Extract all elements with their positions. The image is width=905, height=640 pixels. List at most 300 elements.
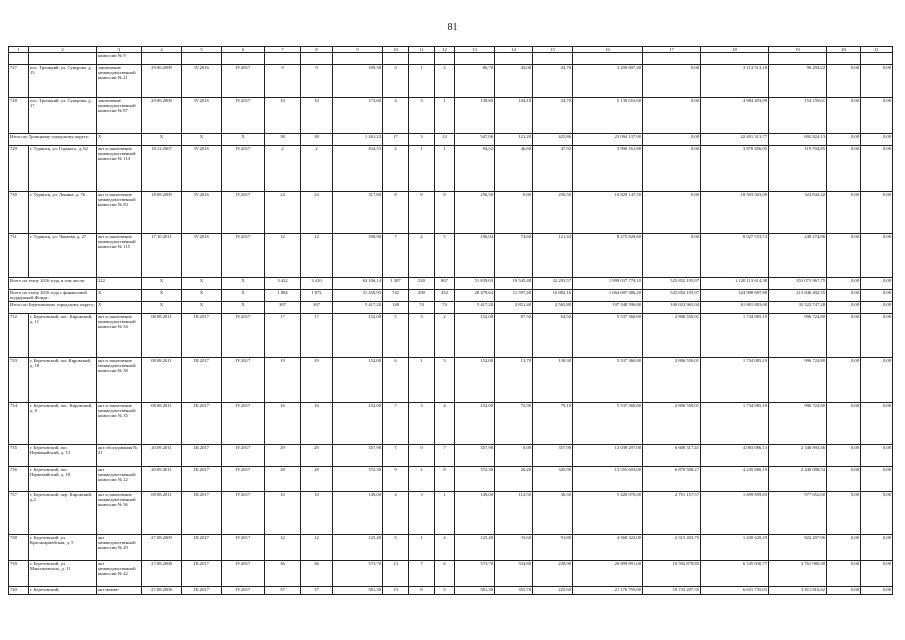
table-cell: 740	[9, 587, 29, 595]
table-cell: 996 724,80	[769, 358, 827, 403]
table-cell: 9	[301, 65, 333, 98]
table-cell: 6	[435, 561, 455, 587]
table-cell: 29	[301, 445, 333, 467]
table-row	[9, 192, 893, 234]
table-cell: IV.2017	[222, 535, 265, 561]
table-cell: 38	[301, 134, 333, 146]
table-cell: 996 724,80	[769, 314, 827, 358]
table-cell: г. Березовский, ул. Максимовских, д. 11	[29, 561, 97, 587]
table-cell: 17	[383, 134, 409, 146]
table-cell: 10	[265, 492, 301, 535]
table-cell: X	[222, 278, 265, 290]
page-number: 81	[447, 22, 458, 33]
table-cell: 109,30	[333, 65, 383, 98]
table-cell: 4	[435, 403, 455, 445]
table-cell: 86,70	[455, 65, 495, 98]
column-number-cell: 1	[9, 47, 29, 53]
table-cell: заключение межведомственной комиссии № 21	[97, 65, 142, 98]
table-cell: 2	[409, 234, 435, 278]
table-row	[9, 492, 893, 535]
table-cell: 1	[435, 146, 455, 192]
table-cell: IV.2017	[222, 192, 265, 234]
table-cell: 17.10.2011	[142, 234, 182, 278]
table-cell: 1 699 859,83	[701, 492, 769, 535]
table-cell: 0,00	[827, 65, 861, 98]
table-cell: 18.12.2007	[142, 146, 182, 192]
table-cell: 5 138 653,60	[573, 98, 643, 134]
table-row	[9, 314, 893, 358]
table-cell: 96 294,22	[769, 65, 827, 98]
table-cell: 28 479,64	[455, 290, 495, 302]
table-cell: 0,00	[827, 234, 861, 278]
table-cell: 735	[9, 445, 29, 467]
table-cell: IV.2017	[222, 314, 265, 358]
table-cell: 732	[9, 314, 29, 358]
table-cell: 1 999 037 778,10	[573, 278, 643, 290]
total-row	[9, 278, 893, 290]
table-cell: 7	[383, 445, 409, 467]
table-cell: 0,00	[861, 445, 893, 467]
table-cell: 324 844,42	[769, 192, 827, 234]
table-cell: 21 176 759,00	[573, 587, 643, 595]
table-cell: 5 417,20	[455, 302, 495, 314]
table-cell: 152,00	[333, 403, 383, 445]
column-number-cell: 3	[97, 47, 142, 53]
table-cell: 17	[301, 314, 333, 358]
table-cell: 19	[265, 358, 301, 403]
table-cell: 87,50	[495, 314, 533, 358]
table-cell: 0,00	[643, 65, 701, 98]
table-cell: 692 824,13	[769, 134, 827, 146]
table-cell: 0,00	[827, 98, 861, 134]
table-cell: 3 811 816,62	[769, 587, 827, 595]
table-cell: 1 734 085,19	[701, 358, 769, 403]
table-cell: X	[182, 302, 222, 314]
table-cell: 35 522 747,28	[769, 302, 827, 314]
table-cell	[769, 53, 827, 65]
table-cell: 317,80	[333, 192, 383, 234]
table-cell: заключение межведомственной комиссии № 87	[97, 98, 142, 134]
table-cell	[222, 53, 265, 65]
table-row	[9, 535, 893, 561]
table-cell: 238,90	[533, 561, 573, 587]
table-cell: 225,60	[533, 587, 573, 595]
table-cell	[455, 53, 495, 65]
table-cell: IV.2017	[222, 587, 265, 595]
table-cell: 0,00	[827, 587, 861, 595]
table-cell: IV.2017	[222, 467, 265, 492]
table-cell: 1	[409, 358, 435, 403]
table-cell: X	[142, 302, 182, 314]
table-cell: X	[97, 302, 142, 314]
table-row	[9, 561, 893, 587]
table-cell: 43,70	[533, 65, 573, 98]
table-cell: 20.09.2011	[142, 467, 182, 492]
table-cell: 256,50	[533, 192, 573, 234]
table-cell: 100 023 965,04	[643, 302, 701, 314]
table-cell: 23 094 137,90	[573, 134, 643, 146]
table-cell: 28	[265, 467, 301, 492]
table-cell: 5 537 360,00	[573, 358, 643, 403]
column-number-cell: 2	[29, 47, 97, 53]
column-number-cell: 14	[495, 47, 533, 53]
table-cell: 1	[409, 65, 435, 98]
table-row	[9, 403, 893, 445]
table-cell: 0,00	[827, 302, 861, 314]
table-cell: 520	[409, 278, 435, 290]
table-cell: 5	[383, 314, 409, 358]
column-number-cell: 17	[643, 47, 701, 53]
register-table	[8, 46, 893, 595]
table-cell: 581,30	[455, 587, 495, 595]
table-cell: IV.2016	[182, 192, 222, 234]
table-cell: X	[182, 278, 222, 290]
table-cell: 1 261,23	[333, 134, 383, 146]
table-cell: 4	[383, 492, 409, 535]
table-cell: 0,00	[827, 146, 861, 192]
table-cell: 74	[409, 302, 435, 314]
table-cell: 152,00	[333, 314, 383, 358]
table-cell: 152,00	[455, 358, 495, 403]
table-cell: 72,90	[495, 403, 533, 445]
table-cell: 10 733 207,35	[643, 587, 701, 595]
table-cell: 91,80	[533, 535, 573, 561]
table-cell: 4 245 086,19	[701, 467, 769, 492]
table-cell: III.2017	[182, 561, 222, 587]
table-cell: 13	[383, 587, 409, 595]
table-cell: 2 806 550,01	[643, 403, 701, 445]
table-cell: 152,00	[455, 403, 495, 445]
table-cell: 19 545,48	[495, 278, 533, 290]
table-cell: 36,50	[533, 492, 573, 535]
table-cell: 197 348 596,00	[573, 302, 643, 314]
table-cell: 121,44	[533, 234, 573, 278]
table-cell: 3 410	[301, 278, 333, 290]
table-cell: 1	[435, 492, 455, 535]
table-cell: 119 704,85	[769, 146, 827, 192]
table-cell: 149,00	[455, 492, 495, 535]
table-cell: IV.2017	[222, 492, 265, 535]
table-cell: 1 734 085,19	[701, 403, 769, 445]
table-cell	[142, 53, 182, 65]
column-number-cell: 11	[409, 47, 435, 53]
table-cell: IV.2017	[222, 358, 265, 403]
total-label-cell: Всего по этапу 2016 года с финансовой поддержкой Фонда:	[9, 290, 97, 302]
table-cell: 5	[435, 234, 455, 278]
table-cell: 977 052,60	[769, 492, 827, 535]
table-cell: 74,60	[495, 234, 533, 278]
table-cell: 0,00	[861, 278, 893, 290]
table-cell: 452	[435, 290, 455, 302]
table-row	[9, 445, 893, 467]
table-cell: 8	[383, 192, 409, 234]
table-cell: 29	[265, 445, 301, 467]
table-cell: 996 724,80	[769, 403, 827, 445]
table-cell: 731	[9, 234, 29, 278]
table-cell: г. Березовский, пос. Первомайский, д. 19	[29, 467, 97, 492]
table-cell: 10	[265, 98, 301, 134]
table-cell: 16 882,16	[533, 290, 573, 302]
table-cell: IV.2016	[182, 65, 222, 98]
table-cell: 6 631 735,03	[701, 587, 769, 595]
table-cell: 0,00	[861, 403, 893, 445]
table-cell: г. Березовский, пос.Кировский, д. 18	[29, 358, 97, 403]
table-cell: г. Березовский, пос. Кировский, д. 6	[29, 403, 97, 445]
table-cell: X	[97, 290, 142, 302]
table-cell: 8 027 553,74	[701, 234, 769, 278]
table-cell: 434,53	[333, 146, 383, 192]
table-cell: 0,00	[861, 234, 893, 278]
table-cell: 37	[265, 587, 301, 595]
table-cell: 94,52	[455, 146, 495, 192]
table-cell: 0,00	[861, 290, 893, 302]
table-cell: IV.2017	[222, 445, 265, 467]
table-cell: 11 597,48	[495, 290, 533, 302]
table-cell: 6 870 508,27	[643, 467, 701, 492]
table-cell: 3	[409, 314, 435, 358]
table-cell: 34,70	[533, 98, 573, 134]
table-cell: г. Туринск, ул. Чапаева, д. 27	[29, 234, 97, 278]
table-cell: 18.08.2009	[142, 192, 182, 234]
table-cell: 355,70	[495, 587, 533, 595]
table-cell: 31 450,93	[333, 290, 383, 302]
table-cell: 13 038 297,00	[573, 445, 643, 467]
table-cell: 8 275 828,60	[573, 234, 643, 278]
table-cell: 0,00	[827, 467, 861, 492]
table-cell: 28	[301, 467, 333, 492]
table-cell: 2 440 008,54	[769, 467, 827, 492]
table-cell: 357,90	[533, 445, 573, 467]
table-cell: 0,00	[861, 146, 893, 192]
table-cell: 2	[265, 146, 301, 192]
table-cell: 5 417,20	[333, 302, 383, 314]
table-cell	[383, 53, 409, 65]
table-cell: III.2017	[182, 492, 222, 535]
total-label-cell: Итого по Троицкому городскому округу:	[9, 134, 97, 146]
table-cell: акт и заключение межведомственной комиссии № 114	[97, 146, 142, 192]
table-cell: 6 545 030,77	[701, 561, 769, 587]
table-cell: 20.09.2011	[142, 445, 182, 467]
table-cell: 2	[301, 146, 333, 192]
table-cell	[701, 53, 769, 65]
table-cell: 149,00	[333, 492, 383, 535]
table-cell: 3 113 513,18	[701, 65, 769, 98]
table-cell: 525 852 195,97	[643, 290, 701, 302]
table-cell: 1 884	[265, 290, 301, 302]
table-cell: 104,10	[495, 98, 533, 134]
column-number-cell: 15	[533, 47, 573, 53]
table-cell: 425,86	[533, 134, 573, 146]
table-cell	[29, 53, 97, 65]
table-cell: 0,00	[827, 134, 861, 146]
table-cell: 46,60	[495, 146, 533, 192]
table-cell: г. Березовский, пер. Кировский, д.2	[29, 492, 97, 535]
table-cell: 0,00	[827, 445, 861, 467]
table-cell: 581,30	[333, 587, 383, 595]
table-cell: 1 120 113 614,38	[701, 278, 769, 290]
table-cell: 27.08.2008	[142, 561, 182, 587]
table-cell: 307	[265, 302, 301, 314]
table-cell: 2 806 550,01	[643, 314, 701, 358]
table-cell: 742	[383, 290, 409, 302]
table-cell: 0	[409, 445, 435, 467]
table-cell: 0,00	[861, 467, 893, 492]
table-row	[9, 98, 893, 134]
table-cell: 0,00	[643, 98, 701, 134]
table-cell: г. Туринск, ул. Ленина, д. 76	[29, 192, 97, 234]
table-cell: 2 315 403,75	[643, 535, 701, 561]
column-number-cell: 10	[383, 47, 409, 53]
table-cell: 22 401 313,77	[701, 134, 769, 146]
table-cell: 1	[409, 146, 435, 192]
table-cell: 3	[409, 403, 435, 445]
table-cell: 9	[265, 65, 301, 98]
table-cell: 08.08.2011	[142, 358, 182, 403]
table-cell: 307	[301, 302, 333, 314]
table-cell: X	[97, 134, 142, 146]
table-cell: 08.08.2011	[142, 314, 182, 358]
table-cell: 10 828 147,50	[573, 192, 643, 234]
table-cell: 173,60	[333, 98, 383, 134]
table-cell: 730	[9, 192, 29, 234]
table-cell: 27.08.2009	[142, 535, 182, 561]
table-cell: 0,00	[827, 278, 861, 290]
table-cell: 13,70	[495, 358, 533, 403]
table-cell: 12	[265, 234, 301, 278]
table-cell: X	[182, 290, 222, 302]
table-cell: акт и заключение межведомственной комиссии № 34	[97, 314, 142, 358]
table-cell: III.2017	[182, 535, 222, 561]
column-number-cell: 20	[827, 47, 861, 53]
table-cell: 2 346 893,46	[769, 445, 827, 467]
table-cell: 0,00	[827, 492, 861, 535]
table-cell: 152,00	[333, 358, 383, 403]
table-cell: 4 568 322,00	[573, 535, 643, 561]
table-cell: 0,00	[827, 535, 861, 561]
table-cell: 63 106,14	[333, 278, 383, 290]
column-number-cell: 5	[182, 47, 222, 53]
table-cell: 9	[383, 467, 409, 492]
table-cell: IV.2017	[222, 403, 265, 445]
table-cell: акт межве-	[97, 587, 142, 595]
table-cell: 79,10	[533, 403, 573, 445]
table-cell: г. Березовский,	[29, 587, 97, 595]
table-cell: 3	[383, 65, 409, 98]
table-cell: 3 422	[265, 278, 301, 290]
table-cell: 728	[9, 98, 29, 134]
table-cell: 8	[435, 192, 455, 234]
table-cell: 38	[265, 134, 301, 146]
table-cell	[861, 53, 893, 65]
table-cell: 51 839,03	[455, 278, 495, 290]
table-row	[9, 587, 893, 595]
table-cell: 0,00	[827, 290, 861, 302]
table-cell: 2 565,80	[533, 302, 573, 314]
table-cell: 5	[383, 535, 409, 561]
table-cell: 6	[383, 358, 409, 403]
table-cell: 0,00	[827, 314, 861, 358]
table-cell: III.2017	[182, 587, 222, 595]
table-cell: 0,00	[495, 445, 533, 467]
table-cell: 0,00	[861, 192, 893, 234]
total-row	[9, 302, 893, 314]
table-cell: 7	[409, 561, 435, 587]
table-cell: 7	[383, 403, 409, 445]
table-cell	[495, 53, 533, 65]
table-cell: 4 984 493,99	[701, 98, 769, 134]
table-cell: пос. Троицкий, ул. Суворова, д. 17	[29, 98, 97, 134]
table-cell: 525 852 195,97	[643, 278, 701, 290]
total-label-cell: Итого по Березовскому городскому округу:	[9, 302, 97, 314]
column-number-cell: 9	[333, 47, 383, 53]
table-cell: 357,90	[333, 445, 383, 467]
column-number-cell: 12	[435, 47, 455, 53]
table-cell: 0,00	[827, 561, 861, 587]
table-cell: 24	[265, 192, 301, 234]
table-cell: 121,20	[495, 134, 533, 146]
table-cell: 1	[409, 467, 435, 492]
table-cell: III.2017	[182, 314, 222, 358]
table-cell: 13 555 603,00	[573, 467, 643, 492]
table-cell: 736	[9, 467, 29, 492]
table-cell: IV.2017	[222, 146, 265, 192]
table-cell: 0,00	[643, 192, 701, 234]
table-row	[9, 467, 893, 492]
table-cell: 1 064 607 386,20	[573, 290, 643, 302]
column-number-cell: 18	[701, 47, 769, 53]
table-cell: 353 071 967,75	[769, 278, 827, 290]
table-cell: 734	[9, 403, 29, 445]
table-cell: 324 908 697,88	[701, 290, 769, 302]
table-cell: 12	[265, 535, 301, 561]
table-cell: 10 592 879,85	[643, 561, 701, 587]
table-cell: 1	[435, 98, 455, 134]
table-cell: 372,30	[455, 467, 495, 492]
table-cell: 3 990 161,80	[573, 146, 643, 192]
table-cell: 2	[383, 146, 409, 192]
column-number-cell: 8	[301, 47, 333, 53]
table-cell: акт и заключение межведомственной комиссии № 83	[97, 192, 142, 234]
table-cell: 3	[409, 492, 435, 535]
table-cell: 24	[301, 192, 333, 234]
table-cell	[9, 53, 29, 65]
table-cell: 256,50	[455, 192, 495, 234]
table-cell: 5	[435, 587, 455, 595]
table-cell: акт и заключение межведомственной комиссии № 115	[97, 234, 142, 278]
table-cell: III.2017	[182, 403, 222, 445]
column-number-cell: 6	[222, 47, 265, 53]
table-cell	[333, 53, 383, 65]
table-cell: 727	[9, 65, 29, 98]
table-cell: г. Березовский, пос. Кировский, д. 11	[29, 314, 97, 358]
table-cell: 29.06.2009	[142, 65, 182, 98]
table-cell: 0,00	[827, 358, 861, 403]
table-cell: акт обследования № 21	[97, 445, 142, 467]
table-cell: 739	[9, 561, 29, 587]
table-cell: 1 734 085,19	[701, 314, 769, 358]
table-cell: 733	[9, 358, 29, 403]
column-number-cell: 4	[142, 47, 182, 53]
table-cell: 1 872	[301, 290, 333, 302]
table-cell: 729	[9, 146, 29, 192]
column-number-cell: 21	[861, 47, 893, 53]
table-cell: 8	[435, 467, 455, 492]
table-cell: III.2017	[182, 445, 222, 467]
table-cell: 0,00	[861, 98, 893, 134]
table-cell: пос. Троицкий, ул. Суворова, д. 15	[29, 65, 97, 98]
continuation-row	[9, 53, 893, 65]
table-cell: акт и заключение межведомственной комиссии № 36	[97, 492, 142, 535]
